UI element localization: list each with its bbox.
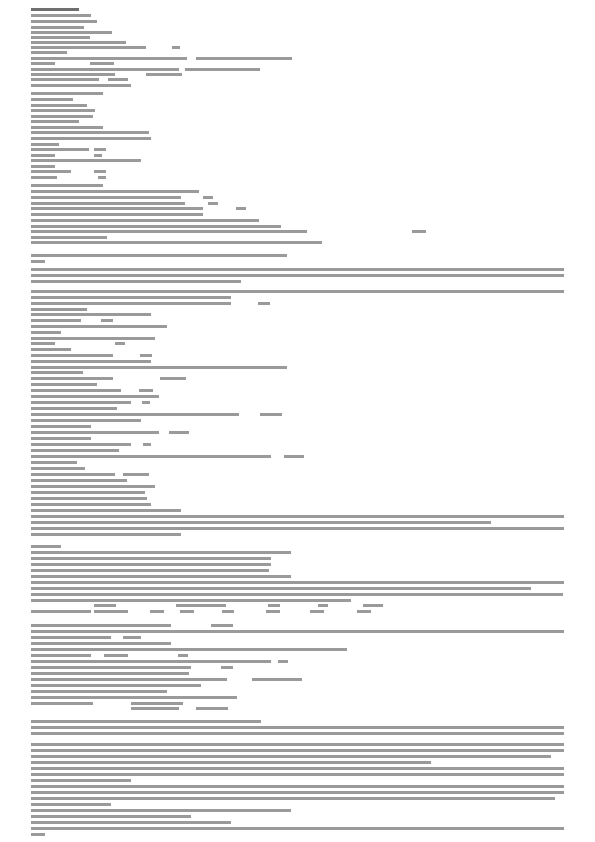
- text-line: [31, 319, 81, 322]
- text-line: [31, 610, 91, 613]
- text-line: [31, 219, 259, 222]
- text-fragment: [178, 654, 188, 657]
- text-fragment: [211, 624, 233, 627]
- text-line: [31, 165, 55, 168]
- text-line: [31, 62, 55, 65]
- text-line: [31, 389, 121, 392]
- text-line: [31, 587, 531, 590]
- text-fragment: [104, 654, 128, 657]
- text-line: [31, 137, 151, 140]
- text-line: [31, 443, 131, 446]
- text-line: [31, 190, 199, 193]
- text-fragment: [98, 176, 106, 179]
- text-fragment: [258, 302, 270, 305]
- text-fragment: [131, 707, 179, 710]
- text-line: [31, 726, 564, 729]
- table-cell: [180, 610, 194, 613]
- text-line: [31, 503, 151, 506]
- text-fragment: [260, 413, 282, 416]
- text-line: [31, 115, 93, 118]
- text-line: [31, 143, 59, 146]
- text-line: [31, 383, 97, 386]
- text-line: [31, 557, 271, 560]
- table-cell: [176, 604, 226, 607]
- text-fragment: [172, 46, 180, 49]
- table-cell: [266, 610, 280, 613]
- text-line: [31, 184, 103, 187]
- text-fragment: [236, 207, 246, 210]
- text-line: [31, 761, 431, 764]
- text-line: [31, 593, 563, 596]
- text-line: [31, 527, 564, 530]
- text-line: [31, 569, 269, 572]
- text-line: [31, 126, 103, 129]
- text-line: [31, 98, 73, 101]
- text-line: [31, 785, 564, 788]
- text-line: [31, 702, 93, 705]
- text-line: [31, 515, 564, 518]
- text-line: [31, 148, 89, 151]
- text-fragment: [131, 702, 183, 705]
- text-line: [31, 354, 113, 357]
- text-line: [31, 230, 307, 233]
- text-line: [31, 268, 564, 271]
- text-line: [31, 624, 171, 627]
- text-line: [31, 642, 171, 645]
- text-fragment: [115, 342, 125, 345]
- text-line: [31, 827, 564, 830]
- text-line: [31, 497, 147, 500]
- text-line: [31, 170, 71, 173]
- text-line: [31, 485, 155, 488]
- text-line: [31, 551, 291, 554]
- text-fragment: [108, 78, 128, 81]
- text-line: [31, 313, 151, 316]
- text-line: [31, 51, 67, 54]
- text-line: [31, 461, 77, 464]
- text-line: [31, 654, 91, 657]
- text-line: [31, 159, 141, 162]
- text-line: [31, 296, 231, 299]
- text-line: [31, 202, 185, 205]
- text-line: [31, 302, 231, 305]
- text-fragment: [208, 202, 218, 205]
- text-line: [31, 690, 155, 693]
- text-line: [31, 773, 564, 776]
- text-line: [31, 225, 281, 228]
- text-line: [31, 479, 127, 482]
- text-fragment: [146, 73, 182, 76]
- text-line: [31, 666, 191, 669]
- table-cell: [268, 604, 280, 607]
- table-cell: [222, 610, 234, 613]
- text-line: [31, 26, 84, 29]
- text-fragment: [252, 678, 302, 681]
- text-fragment: [196, 707, 228, 710]
- text-line: [31, 104, 87, 107]
- text-line: [31, 684, 201, 687]
- text-line: [31, 732, 564, 735]
- text-line: [31, 743, 564, 746]
- text-line: [31, 131, 149, 134]
- text-line: [31, 236, 107, 239]
- table-cell: [318, 604, 328, 607]
- text-fragment: [142, 401, 150, 404]
- text-line: [31, 8, 79, 11]
- text-fragment: [203, 196, 213, 199]
- text-fragment: [160, 377, 186, 380]
- text-line: [31, 348, 71, 351]
- text-line: [31, 14, 91, 17]
- text-line: [31, 678, 227, 681]
- text-line: [31, 449, 119, 452]
- text-line: [31, 779, 131, 782]
- text-line: [31, 371, 83, 374]
- text-line: [31, 46, 146, 49]
- text-line: [31, 575, 291, 578]
- text-line: [31, 78, 99, 81]
- text-fragment: [139, 389, 153, 392]
- text-line: [31, 581, 564, 584]
- text-line: [31, 377, 113, 380]
- text-line: [31, 395, 159, 398]
- text-line: [31, 36, 90, 39]
- text-line: [31, 803, 111, 806]
- text-line: [31, 563, 271, 566]
- text-line: [31, 630, 564, 633]
- text-line: [31, 260, 45, 263]
- table-cell: [94, 604, 116, 607]
- text-line: [31, 599, 351, 602]
- text-line: [31, 815, 191, 818]
- text-line: [31, 109, 95, 112]
- text-line: [31, 120, 79, 123]
- text-line: [31, 696, 237, 699]
- text-line: [31, 290, 564, 293]
- text-line: [31, 84, 131, 87]
- text-line: [31, 797, 555, 800]
- text-fragment: [94, 154, 102, 157]
- text-line: [31, 821, 231, 824]
- text-line: [31, 154, 55, 157]
- text-fragment: [123, 473, 149, 476]
- text-line: [31, 241, 322, 244]
- text-line: [31, 521, 491, 524]
- text-fragment: [185, 68, 260, 71]
- text-line: [31, 308, 87, 311]
- text-fragment: [90, 62, 114, 65]
- text-line: [31, 437, 91, 440]
- text-line: [31, 342, 55, 345]
- text-fragment: [284, 455, 304, 458]
- text-line: [31, 431, 159, 434]
- text-line: [31, 425, 91, 428]
- text-line: [31, 41, 126, 44]
- text-line: [31, 467, 85, 470]
- text-line: [31, 545, 61, 548]
- text-line: [31, 455, 271, 458]
- table-cell: [150, 610, 164, 613]
- text-line: [31, 331, 61, 334]
- text-fragment: [155, 690, 167, 693]
- text-line: [31, 207, 203, 210]
- text-line: [31, 407, 117, 410]
- text-fragment: [140, 354, 152, 357]
- text-line: [31, 809, 291, 812]
- table-cell: [357, 610, 371, 613]
- text-fragment: [412, 230, 426, 233]
- table-cell: [363, 604, 383, 607]
- text-line: [31, 491, 145, 494]
- text-line: [31, 20, 97, 23]
- text-fragment: [143, 443, 151, 446]
- text-line: [31, 413, 239, 416]
- text-line: [31, 280, 241, 283]
- text-line: [31, 720, 261, 723]
- text-fragment: [278, 660, 288, 663]
- text-line: [31, 73, 115, 76]
- text-line: [31, 660, 271, 663]
- text-line: [31, 419, 141, 422]
- text-line: [31, 31, 112, 34]
- text-line: [31, 337, 155, 340]
- text-fragment: [196, 57, 292, 60]
- text-line: [31, 533, 181, 536]
- text-line: [31, 755, 551, 758]
- text-line: [31, 767, 564, 770]
- text-fragment: [169, 431, 189, 434]
- text-line: [31, 92, 103, 95]
- text-line: [31, 749, 564, 752]
- text-line: [31, 509, 181, 512]
- text-fragment: [123, 636, 141, 639]
- text-line: [31, 360, 151, 363]
- text-line: [31, 636, 111, 639]
- text-line: [31, 325, 167, 328]
- text-fragment: [221, 666, 233, 669]
- text-line: [31, 57, 187, 60]
- text-line: [31, 68, 179, 71]
- text-line: [31, 196, 181, 199]
- text-line: [31, 366, 287, 369]
- text-line: [31, 473, 115, 476]
- text-line: [31, 401, 131, 404]
- text-fragment: [94, 170, 106, 173]
- table-cell: [94, 610, 128, 613]
- text-line: [31, 213, 203, 216]
- table-cell: [310, 610, 324, 613]
- text-line: [31, 648, 347, 651]
- text-fragment: [101, 319, 113, 322]
- text-line: [31, 274, 564, 277]
- text-line: [31, 791, 564, 794]
- text-line: [31, 176, 57, 179]
- text-line: [31, 672, 189, 675]
- text-fragment: [94, 148, 106, 151]
- text-line: [31, 254, 287, 257]
- text-line: [31, 833, 45, 836]
